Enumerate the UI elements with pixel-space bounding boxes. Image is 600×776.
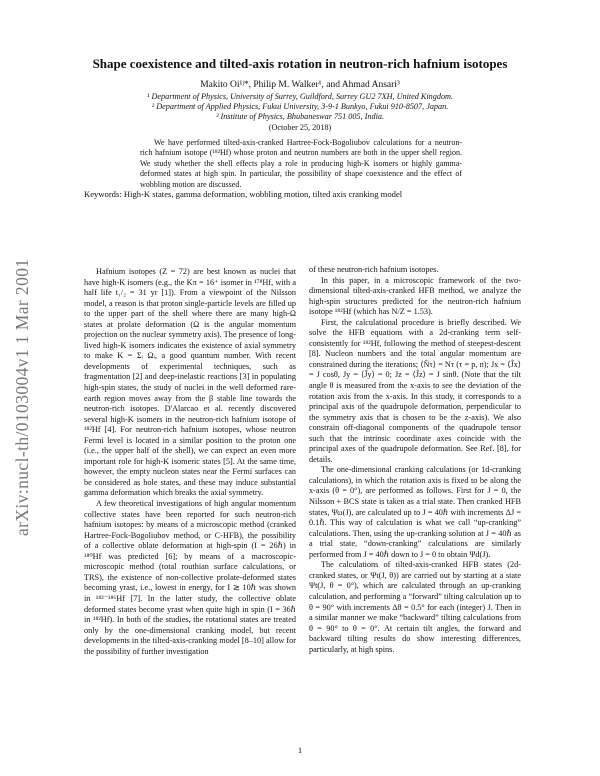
paragraph: A few theoretical investigations of high angular momentum collective states have been reported for such neutron-rich hafnium isotopes: by means of a microscopic method (cranked Hartree-Fock-Bogoliubov method, or C-HFB), the possibility of a collective oblate deformation at high-spin (I = 26ℏ) in ¹⁸⁰Hf was predicted [6]; by means of a macroscopic-microscopic method (total routhian surface calculations, or TRS), the existence of non-collective prolate-deformed states becoming yrast, i.e., lowest in energy, for I ≳ 10ℏ was shown in ¹⁸²⁻¹⁸⁶Hf [7]. In the latter study, the collective oblate deformed states become yrast when quite high in spin (I = 36ℏ in ¹⁸²Hf). In both of the studies, the rotational states are treated only by the one-dimensional cranking model, but recent developments in the tilted-axis-cranking model [8–10] allow for the possibility of further investigation xyxy=(84,499,296,656)
affiliation-3: ³ Institute of Physics, Bhubaneswar 751 005, India. xyxy=(215,112,384,121)
arxiv-identifier: arXiv:nucl-th/0103004v1 1 Mar 2001 xyxy=(12,258,32,536)
author-list: Makito Oi¹ʲ*, Philip M. Walker¹, and Ahmad Ansari³ xyxy=(200,80,400,90)
affiliation-1: ¹ Department of Physics, University of Surrey, Guildford, Surrey GU2 7XH, United Kingdom. xyxy=(146,92,454,101)
page-number: 1 xyxy=(297,745,303,755)
paper-title: Shape coexistence and tilted-axis rotation in neutron-rich hafnium isotopes xyxy=(92,56,508,71)
left-column xyxy=(84,267,296,657)
paragraph: In this paper, in a microscopic framework of the two-dimensional tilted-axis-cranked HFB method, we analyze the high-spin structures predicted for the neutron-rich hafnium isotope ¹⁸²Hf (which has N/Z = 1.53). xyxy=(309,275,521,317)
abstract: We have performed tilted-axis-cranked Hartree-Fock-Bogoliubov calculations for a neutron-rich hafnium isotope (¹⁸²Hf) whose proton and neutron numbers are both in the upper shell region. We study whether the shell effects play a role in producing high-K isomers or highly gamma-deformed states at high spin. In particular, the possibility of shape coexistence and the effect of wobbling motion are discussed. xyxy=(140,138,462,189)
paragraph: The one-dimensional cranking calculations (or 1d-cranking calculations), in which the rotation axis is fixed to be along the x-axis (θ = 0°), are performed as follows. First for J = 0, the Nilsson + BCS state is taken as a trial state. Then cranked HFB states, Ψω(J), are calculated up to J = 40ℏ with increments ΔJ = 0.1ℏ. This way of calculation is what we call “up-cranking” calculations. Then, using the up-cranking solution at J = 40ℏ as a trial state, “down-cranking” calculations are similarly performed from J = 40ℏ down to J = 0 to obtain Ψd(J). xyxy=(309,465,521,559)
paragraph: First, the calculational procedure is briefly described. We solve the HFB equations with a 2d-cranking term self-consistently for ¹⁸²Hf, following the method of steepest-descent [8]. Nucleon numbers and the total angular momentum are constrained during the iterations; ⟨N̂τ⟩ = Nτ (τ = p, n); Jx = ⟨Ĵx⟩ = J cosθ, Jy = ⟨Ĵy⟩ = 0; Jz = ⟨Ĵz⟩ = J sinθ. (Note that the tilt angle θ is measured from the x-axis to see the deviation of the rotation axis from the x-axis. In this study, it corresponds to a principal axis of the quadrupole deformation, perpendicular to the symmetry axis that is chosen to be the z-axis). We also constrain off-diagonal components of the quadrupole tensor such that the intrinsic coordinate axes coincide with the principal axes of the quadrupole deformation. See Ref. [8], for details. xyxy=(309,317,521,464)
paper-date: (October 25, 2018) xyxy=(268,123,332,132)
paragraph: The calculations of tilted-axis-cranked HFB states (2d-cranked states, or Ψt(J, θ)) are carried out by starting at a state Ψt(J, θ = 0°), which are calculated through an up-cranking calculation, and performing a “forward” tilting calculation up to θ = 90° with increments Δθ = 0.5° for each (integer) J. Then in a similar manner we make “backward” tilting calculations from θ = 90° to θ = 0°. At certain tilt angles, the forward and backward tilting results do show interesting differences, particularly, at high spins. xyxy=(309,560,521,654)
keywords: Keywords: High-K states, gamma deformation, wobbling motion, tilted axis cranking model xyxy=(84,189,403,199)
right-column xyxy=(309,265,521,655)
paragraph: Hafnium isotopes (Z = 72) are best known as nuclei that have high-K isomers (e.g., the Kπ = 16⁺ isomer in ¹⁷⁸Hf, with a half life t₁/₂ = 31 yr [1]). From a viewpoint of the Nilsson model, a reason is that proton single-particle levels are filled up to the upper part of the shell where there are many high-Ω states at prolate deformation (Ω is the angular momentum projection on the nuclear symmetry axis). The presence of long-lived high-K isomers indicates the existence of axial symmetry to make K = Σᵢ Ωᵢ, a good quantum number. With recent developments of experimental techniques, such as fragmentation [2] and deep-inelastic reactions [3] in populating high-spin states, the study of nuclei in the well deformed rare-earth region moves away from the β stable line towards the neutron-rich isotopes. D'Alarcao et al. recently discovered several high-K isomers in the neutron-rich hafnium isotope of ¹⁸²Hf [4]. For neutron-rich hafnium isotopes, whose neutron Fermi level is located in a similar position to the proton one (i.e., the upper half of the shell), we can expect an even more important role for high-K isomeric states [5]. At the same time, however, the empty nucleon states near the Fermi surfaces can be considered as hole states, and these may induce substantial gamma deformation which breaks the axial symmetry. xyxy=(84,267,296,498)
affiliation-2: ² Department of Applied Physics, Fukui University, 3-9-1 Bunkyo, Fukui 910-8507, Japan. xyxy=(151,102,449,111)
paragraph: of these neutron-rich hafnium isotopes. xyxy=(309,265,439,274)
